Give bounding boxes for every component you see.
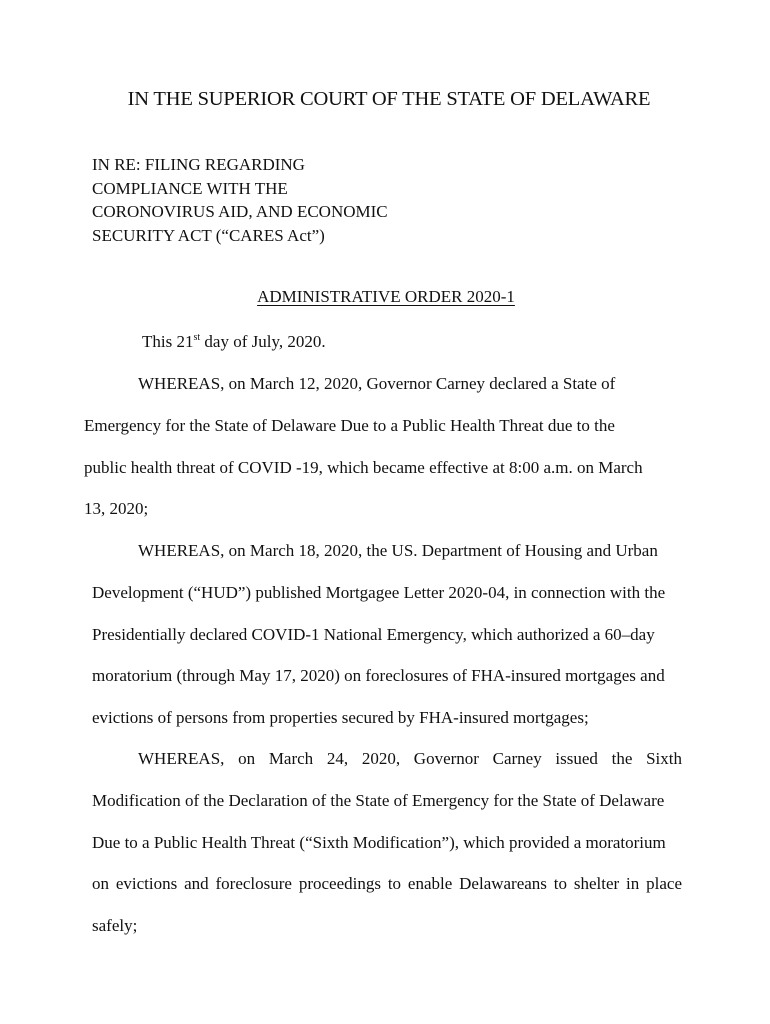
date-prefix: This 21 [142, 332, 194, 351]
paragraph-line: safely; [92, 916, 138, 936]
date-suffix: day of July, 2020. [200, 332, 326, 351]
paragraph-line: Development (“HUD”) published Mortgagee Letter 2020-04, in connection with the [92, 582, 666, 602]
paragraph-line: WHEREAS, on March 12, 2020, Governor Carney declared a State of [138, 374, 616, 393]
caption-line: IN RE: FILING REGARDING [92, 155, 305, 174]
date-line [142, 332, 326, 352]
caption-line: COMPLIANCE WITH THE [92, 178, 288, 198]
paragraph-line: evictions of persons from properties secured by FHA-insured mortgages; [92, 708, 589, 728]
case-caption [92, 153, 388, 247]
caption-line: CORONOVIRUS AID, AND ECONOMIC [92, 202, 388, 221]
paragraph-line: on evictions and foreclosure proceedings to enable Delawareans to shelter in place [92, 874, 682, 894]
paragraph-line: Modification of the Declaration of the State of Emergency for the State of Delaware [92, 790, 665, 810]
whereas-paragraph-2 [92, 530, 682, 739]
paragraph-line: WHEREAS, on March 18, 2020, the US. Department of Housing and Urban [138, 541, 658, 560]
paragraph-line: WHEREAS, on March 24, 2020, Governor Carney issued the Sixth [138, 749, 682, 768]
order-title: ADMINISTRATIVE ORDER 2020-1 [257, 287, 515, 306]
paragraph-line: Emergency for the State of Delaware Due to a Public Health Threat due to the [84, 415, 615, 435]
court-title: IN THE SUPERIOR COURT OF THE STATE OF DELAWARE [127, 88, 651, 110]
whereas-paragraph-1 [84, 363, 644, 530]
caption-line: SECURITY ACT (“CARES Act”) [92, 225, 325, 245]
paragraph-line: moratorium (through May 17, 2020) on foreclosures of FHA-insured mortgages and [92, 666, 665, 686]
paragraph-line: Due to a Public Health Threat (“Sixth Modification”), which provided a moratorium [92, 832, 666, 852]
whereas-paragraph-3 [92, 738, 682, 947]
paragraph-line: Presidentially declared COVID-1 National Emergency, which authorized a 60–day [92, 624, 655, 644]
date-ordinal: st [193, 332, 201, 343]
paragraph-line: public health threat of COVID -19, which became effective at 8:00 a.m. on March [84, 457, 643, 477]
paragraph-line: 13, 2020; [84, 499, 149, 519]
